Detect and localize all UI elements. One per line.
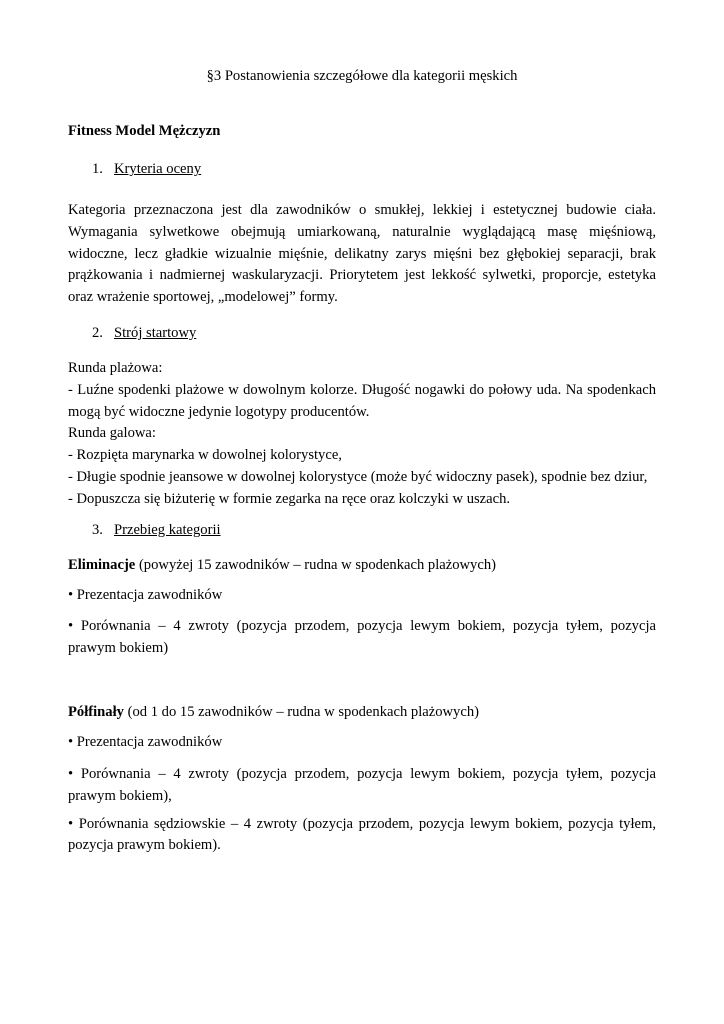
bullet-text: Porównania – 4 zwroty (pozycja przodem, pozycja lewym bokiem, pozycja tyłem, pozycja prawym bokiem), bbox=[68, 766, 656, 804]
section-3-heading bbox=[68, 520, 656, 542]
bullet-icon: • bbox=[68, 766, 74, 783]
category-heading: Fitness Model Mężczyzn bbox=[68, 122, 221, 139]
bullet-icon: • bbox=[68, 815, 74, 832]
section-3-number: 3. bbox=[92, 522, 103, 539]
bullet-item bbox=[68, 585, 656, 607]
round-name: Eliminacje bbox=[68, 556, 136, 573]
bullet-text: Porównania sędziowskie – 4 zwroty (pozycja przodem, pozycja lewym bokiem, pozycja tyłem, pozycja prawym bokiem). bbox=[68, 815, 656, 854]
bullet-icon: • bbox=[68, 618, 74, 635]
criteria-paragraph: Kategoria przeznaczona jest dla zawodników o smukłej, lekkiej i estetycznej budowie ciała. Wymagania sylwetkowe obejmują umiarkowaną, naturalnie wyglądającą masę mięśniową, widoczne, lecz gładkie wizualnie mięśnie, delikatny zarys mięśni bez głębokiej separacji, brak prążkowania i nadmiernej waskularyzacji. Priorytetem jest lekkość sylwetki, proporcje, estetyka oraz wrażenie sportowej, „modelowej” formy. bbox=[68, 202, 656, 305]
round-condition: (od 1 do 15 zawodników – rudna w spodenkach plażowych) bbox=[123, 703, 479, 720]
attire-line: Runda galowa: bbox=[68, 425, 156, 442]
attire-line: Runda plażowa: bbox=[68, 360, 163, 377]
section-2-title: Strój startowy bbox=[114, 324, 197, 341]
bullet-item bbox=[68, 732, 656, 754]
section-1-number: 1. bbox=[92, 161, 103, 178]
bullet-text: Porównania – 4 zwroty (pozycja przodem, pozycja lewym bokiem, pozycja tyłem, pozycja prawym bokiem) bbox=[68, 618, 656, 657]
attire-line: - Długie spodnie jeansowe w dowolnej kolorystyce (może być widoczny pasek), spodnie bez dziur, bbox=[68, 468, 648, 485]
eliminations-heading bbox=[68, 555, 656, 577]
bullet-item bbox=[68, 814, 656, 857]
round-name: Półfinały bbox=[68, 703, 124, 720]
attire-line: - Rozpięta marynarka w dowolnej kolorystyce, bbox=[68, 447, 342, 464]
semifinals-heading bbox=[68, 702, 656, 724]
bullet-icon: • bbox=[68, 586, 74, 603]
bullet-item bbox=[68, 616, 656, 659]
bullet-icon: • bbox=[68, 734, 74, 751]
attire-line: - Dopuszcza się biżuterię w formie zegarka na ręce oraz kolczyki w uszach. bbox=[68, 490, 511, 507]
bullet-item bbox=[68, 764, 656, 807]
section-2-number: 2. bbox=[92, 324, 103, 341]
document-title: §3 Postanowienia szczegółowe dla kategorii męskich bbox=[206, 68, 518, 84]
section-1-title: Kryteria oceny bbox=[114, 161, 202, 178]
section-2-heading bbox=[68, 323, 656, 345]
round-condition: (powyżej 15 zawodników – rudna w spodenkach plażowych) bbox=[135, 556, 496, 573]
bullet-text: Prezentacja zawodników bbox=[76, 586, 223, 603]
attire-rules-block bbox=[68, 358, 656, 510]
attire-line: - Luźne spodenki plażowe w dowolnym kolorze. Długość nogawki do połowy uda. Na spodenkach mogą być widoczne jedynie logotypy producentów. bbox=[68, 382, 656, 420]
section-3-title: Przebieg kategorii bbox=[114, 522, 221, 539]
section-1-heading bbox=[68, 159, 656, 181]
bullet-text: Prezentacja zawodników bbox=[76, 734, 223, 751]
